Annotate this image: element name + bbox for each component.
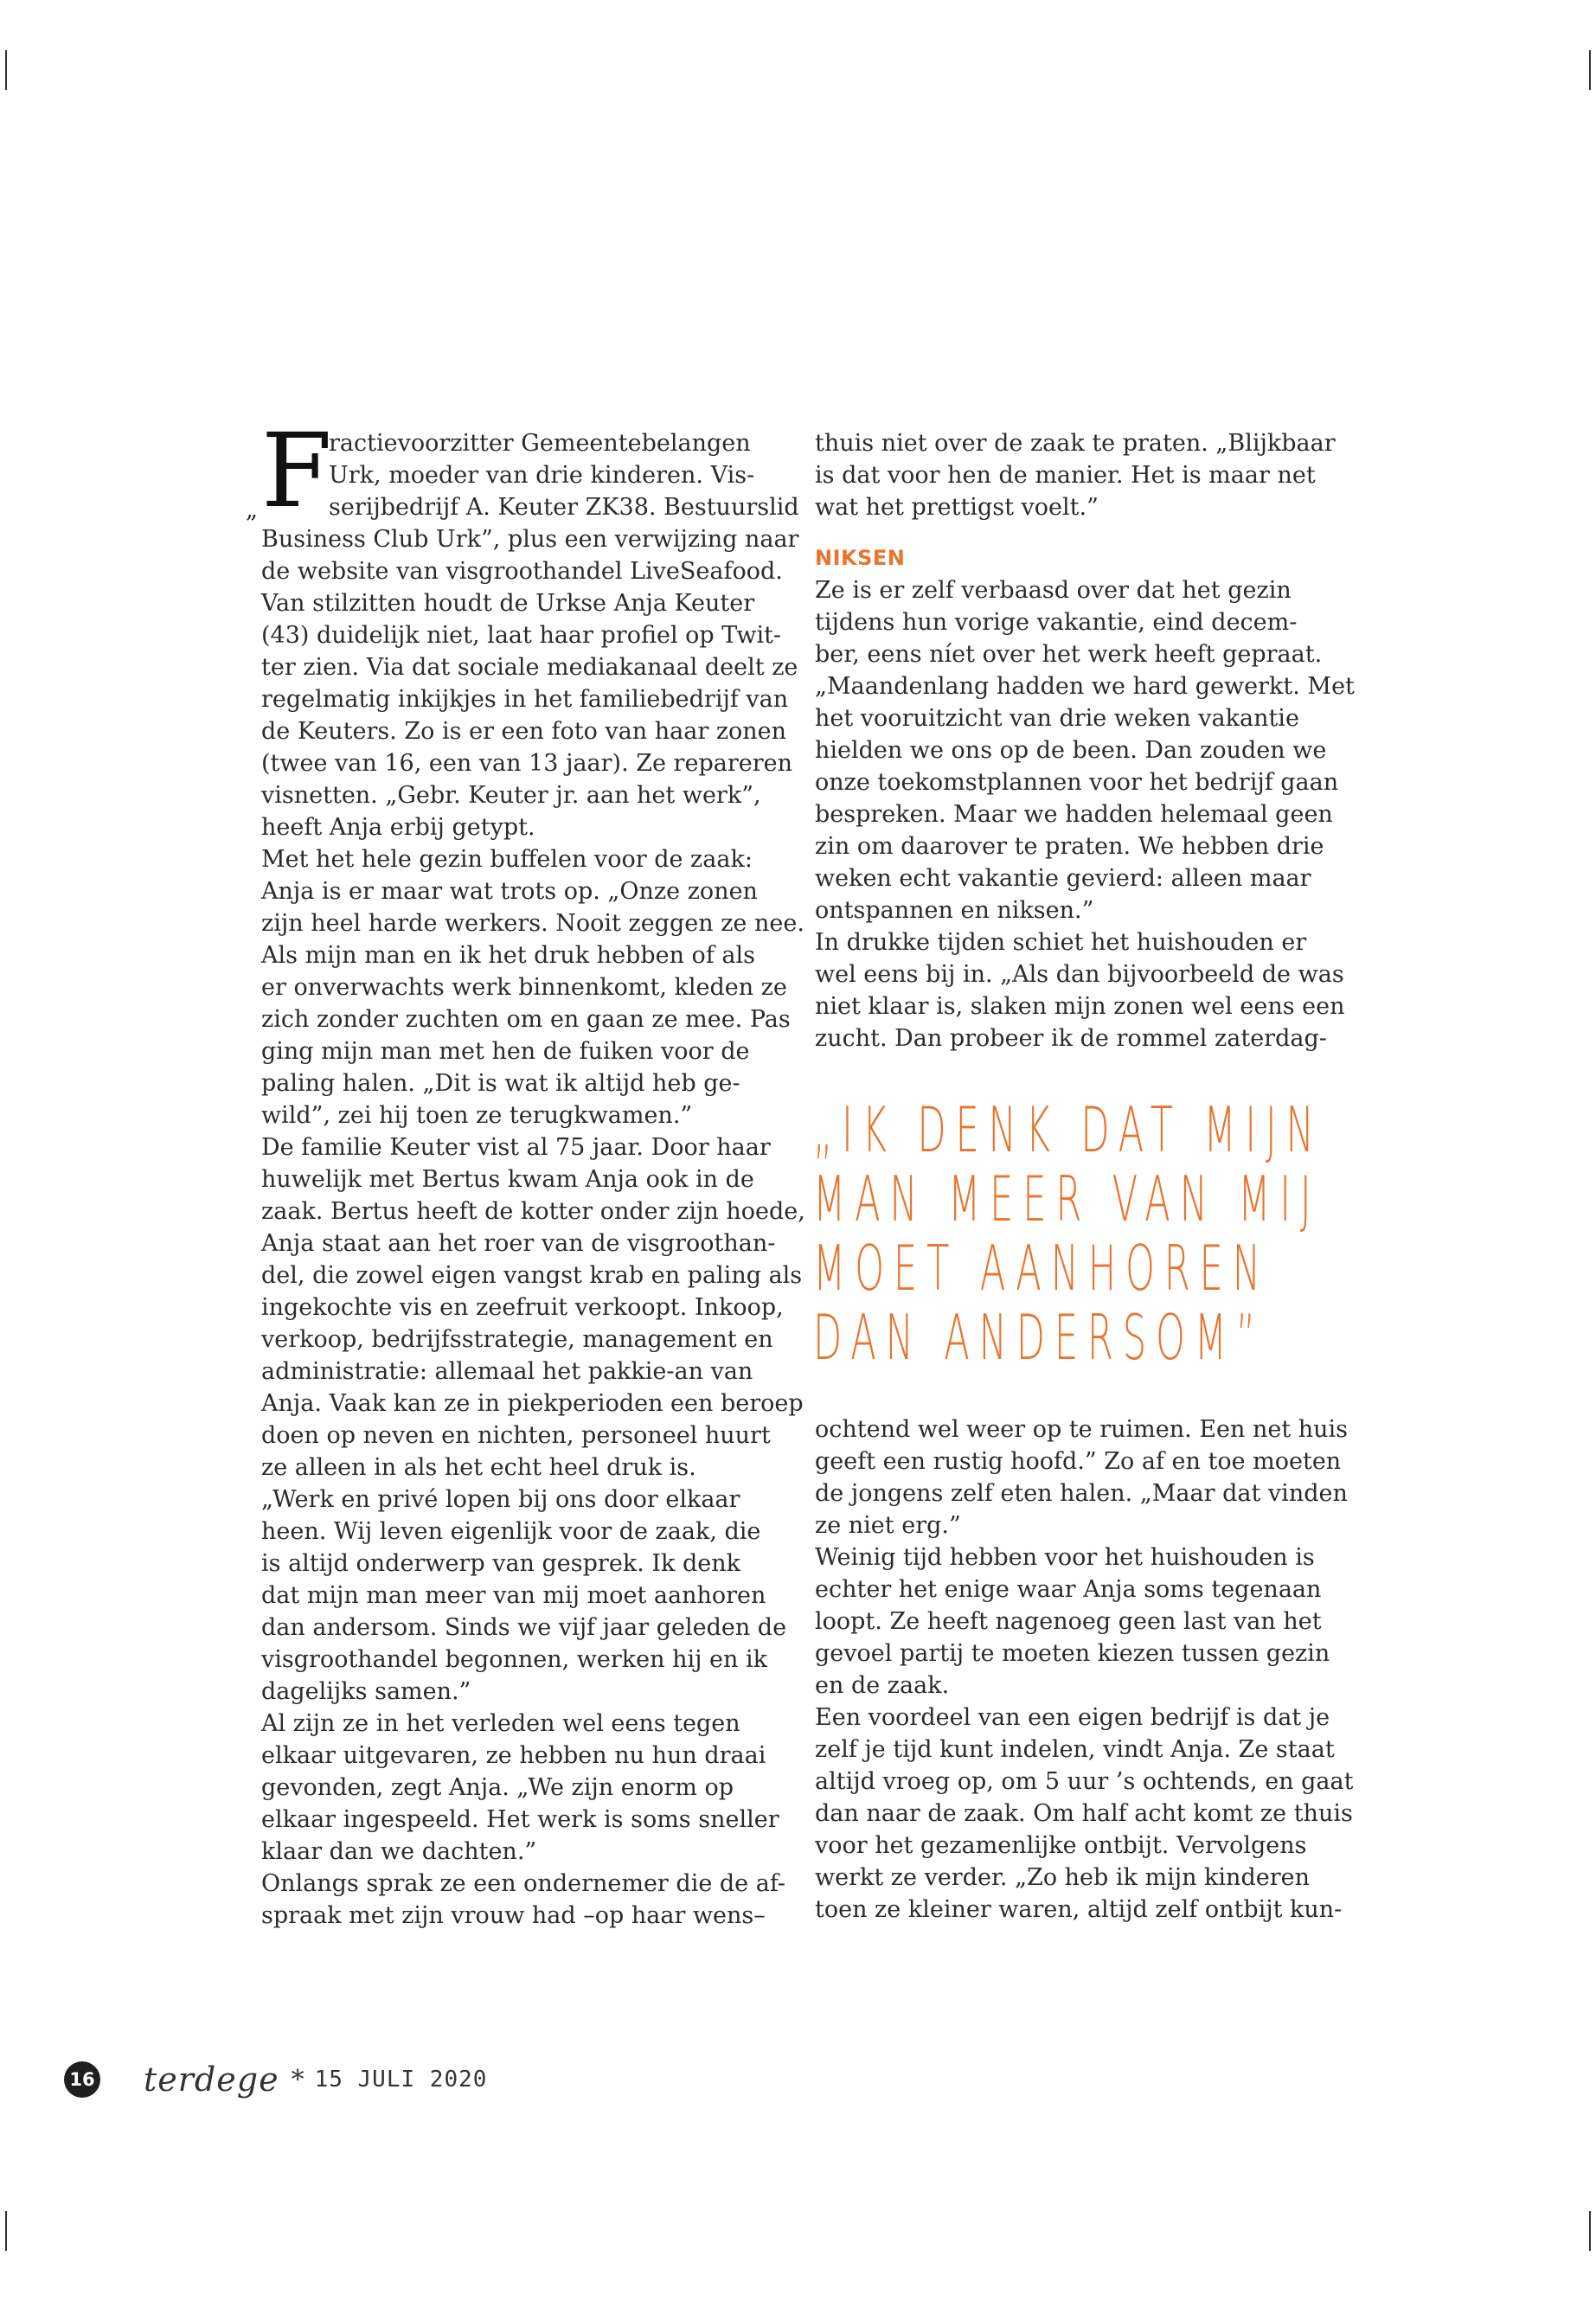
- text-line: Business Club Urk”, plus een verwijzing naar: [261, 526, 799, 553]
- text-line: dan naar de zaak. Om half acht komt ze thuis: [815, 1800, 1353, 1827]
- text-line: klaar dan we dachten.”: [261, 1838, 537, 1865]
- text-line: Al zijn ze in het verleden wel eens tegen: [261, 1710, 740, 1737]
- text-line: geeft een rustig hoofd.” Zo af en toe moeten: [815, 1448, 1342, 1475]
- article-body-col2-top: [815, 427, 1338, 523]
- text-line: dan andersom. Sinds we vijf jaar geleden de: [261, 1614, 787, 1641]
- text-line: en de zaak.: [815, 1672, 950, 1699]
- text-line: doen op neven en nichten, personeel huurt: [261, 1422, 771, 1449]
- issue-date: 15 JULI 2020: [314, 2067, 488, 2093]
- opening-quote: „: [246, 497, 258, 523]
- text-line: verkoop, bedrijfsstrategie, management en: [261, 1326, 773, 1353]
- text-line: serijbedrijf A. Keuter ZK38. Bestuurslid: [329, 494, 799, 521]
- text-line: wat het prettigst voelt.”: [815, 494, 1099, 521]
- text-line: Een voordeel van een eigen bedrijf is dat je: [815, 1704, 1330, 1731]
- text-line: loopt. Ze heeft nagenoeg geen last van het: [815, 1608, 1322, 1635]
- text-line: (twee van 16, een van 13 jaar). Ze repareren: [261, 750, 792, 777]
- text-line: onze toekomstplannen voor het bedrijf gaan: [815, 769, 1339, 796]
- text-line: zelf je tijd kunt indelen, vindt Anja. Ze staat: [815, 1736, 1335, 1763]
- text-line: gevonden, zegt Anja. „We zijn enorm op: [261, 1774, 734, 1801]
- text-line: de Keuters. Zo is er een foto van haar zonen: [261, 718, 787, 745]
- text-line: ze niet erg.”: [815, 1512, 961, 1539]
- text-line: ber, eens níet over het werk heeft gepraat.: [815, 641, 1323, 668]
- text-line: tijdens hun vorige vakantie, eind decem-: [815, 609, 1298, 636]
- text-line: del, die zowel eigen vangst krab en paling als: [261, 1262, 803, 1289]
- text-line: wel eens bij in. „Als dan bijvoorbeeld de was: [815, 961, 1344, 988]
- text-line: visgroothandel begonnen, werken hij en ik: [261, 1646, 767, 1673]
- text-line: Anja staat aan het roer van de visgroothan-: [261, 1230, 776, 1257]
- text-line: de website van visgroothandel LiveSeafood.: [261, 558, 783, 585]
- text-line: zijn heel harde werkers. Nooit zeggen ze nee.: [261, 910, 804, 937]
- article-body-col1: [261, 411, 805, 1932]
- article-column-1: [246, 411, 805, 1932]
- text-line: heeft Anja erbij getypt.: [261, 814, 535, 841]
- text-line: ochtend wel weer op te ruimen. Een net huis: [815, 1416, 1349, 1443]
- pull-quote-line: DAN ANDERSOM”: [813, 1301, 1266, 1374]
- text-line: Met het hele gezin buffelen voor de zaak:: [261, 846, 753, 873]
- text-line: Ze is er zelf verbaasd over dat het gezin: [815, 577, 1292, 604]
- text-line: spraak met zijn vrouw had –op haar wens–: [261, 1902, 766, 1929]
- text-line: ging mijn man met hen de fuiken voor de: [261, 1038, 750, 1065]
- text-line: ontspannen en niksen.”: [815, 897, 1094, 924]
- asterisk-separator-icon: *: [291, 2064, 304, 2095]
- text-line: Van stilzitten houdt de Urkse Anja Keuter: [261, 590, 755, 617]
- text-line: ractievoorzitter Gemeentebelangen: [329, 430, 751, 457]
- section-heading: NIKSEN: [815, 546, 906, 570]
- page-number: 16: [64, 2061, 100, 2098]
- article-column-2-bottom: [815, 1413, 1354, 1926]
- page-footer: [64, 2061, 487, 2099]
- text-line: In drukke tijden schiet het huishouden er: [815, 929, 1307, 956]
- text-line: Weinig tijd hebben voor het huishouden is: [815, 1544, 1315, 1571]
- text-line: zich zonder zuchten om en gaan ze mee. Pas: [261, 1006, 791, 1033]
- pull-quote-line: MOET AANHOREN: [813, 1232, 1270, 1304]
- text-line: toen ze kleiner waren, altijd zelf ontbijt kun-: [815, 1896, 1343, 1923]
- text-line: heen. Wij leven eigenlijk voor de zaak, die: [261, 1518, 761, 1545]
- text-line: Onlangs sprak ze een ondernemer die de af-: [261, 1870, 785, 1897]
- text-line: hielden we ons op de been. Dan zouden we: [815, 737, 1327, 764]
- text-line: regelmatig inkijkjes in het familiebedrijf van: [261, 686, 789, 713]
- article-body-col2-bottom: [815, 1413, 1354, 1926]
- text-line: niet klaar is, slaken mijn zonen wel eens een: [815, 993, 1345, 1020]
- crop-mark-top-right: [1589, 50, 1591, 90]
- crop-mark-top-left: [5, 50, 7, 90]
- text-line: Als mijn man en ik het druk hebben of als: [261, 942, 755, 969]
- text-line: „Werk en privé lopen bij ons door elkaar: [261, 1486, 740, 1513]
- pull-quote: [813, 1093, 1324, 1374]
- text-line: paling halen. „Dit is wat ik altijd heb ge-: [261, 1070, 740, 1097]
- text-line: (43) duidelijk niet, laat haar profiel op Twit-: [261, 622, 782, 649]
- crop-mark-bottom-right: [1589, 2211, 1591, 2251]
- article-column-2: [815, 427, 1355, 1054]
- text-line: wild”, zei hij toen ze terugkwamen.”: [261, 1102, 693, 1129]
- text-line: De familie Keuter vist al 75 jaar. Door haar: [261, 1134, 771, 1161]
- text-line: dagelijks samen.”: [261, 1678, 471, 1705]
- text-line: de jongens zelf eten halen. „Maar dat vinden: [815, 1480, 1348, 1507]
- text-line: zucht. Dan probeer ik de rommel zaterdag-: [815, 1025, 1327, 1052]
- magazine-logo: terdege: [144, 2061, 279, 2099]
- text-line: werkt ze verder. „Zo heb ik mijn kinderen: [815, 1864, 1310, 1891]
- text-line: zaak. Bertus heeft de kotter onder zijn hoede,: [261, 1198, 805, 1225]
- text-line: bespreken. Maar we hadden helemaal geen: [815, 801, 1333, 828]
- text-line: visnetten. „Gebr. Keuter jr. aan het werk”,: [261, 782, 761, 809]
- text-line: Urk, moeder van drie kinderen. Vis-: [329, 462, 755, 489]
- text-line: is dat voor hen de manier. Het is maar net: [815, 462, 1316, 489]
- text-line: altijd vroeg op, om 5 uur ’s ochtends, en gaat: [815, 1768, 1354, 1795]
- article-body-col2-mid: [815, 574, 1355, 1054]
- text-line: echter het enige waar Anja soms tegenaan: [815, 1576, 1322, 1603]
- text-line: Anja is er maar wat trots op. „Onze zonen: [261, 878, 758, 905]
- text-line: administratie: allemaal het pakkie-an van: [261, 1358, 753, 1385]
- drop-cap: F: [261, 411, 332, 530]
- text-line: Anja. Vaak kan ze in piekperioden een beroep: [261, 1390, 804, 1417]
- crop-mark-bottom-left: [5, 2211, 7, 2251]
- text-line: thuis niet over de zaak te praten. „Blijkbaar: [815, 430, 1336, 457]
- text-line: ingekochte vis en zeefruit verkoopt. Inkoop,: [261, 1294, 784, 1321]
- text-line: gevoel partij te moeten kiezen tussen gezin: [815, 1640, 1330, 1667]
- text-line: er onverwachts werk binnenkomt, kleden ze: [261, 974, 787, 1001]
- text-line: dat mijn man meer van mij moet aanhoren: [261, 1582, 766, 1609]
- text-line: elkaar ingespeeld. Het werk is soms sneller: [261, 1806, 779, 1833]
- text-line: ter zien. Via dat sociale mediakanaal deelt ze: [261, 654, 798, 681]
- text-line: voor het gezamenlijke ontbijt. Vervolgens: [815, 1832, 1307, 1859]
- text-line: het vooruitzicht van drie weken vakantie: [815, 705, 1299, 732]
- text-line: is altijd onderwerp van gesprek. Ik denk: [261, 1550, 740, 1577]
- text-line: zin om daarover te praten. We hebben drie: [815, 833, 1324, 860]
- text-line: ze alleen in als het echt heel druk is.: [261, 1454, 696, 1481]
- pull-quote-line: MAN MEER VAN MIJ: [813, 1163, 1321, 1235]
- text-line: „Maandenlang hadden we hard gewerkt. Met: [815, 673, 1355, 700]
- pull-quote-line: „IK DENK DAT MIJN: [813, 1093, 1324, 1166]
- text-line: elkaar uitgevaren, ze hebben nu hun draai: [261, 1742, 766, 1769]
- text-line: huwelijk met Bertus kwam Anja ook in de: [261, 1166, 754, 1193]
- text-line: weken echt vakantie gevierd: alleen maar: [815, 865, 1311, 892]
